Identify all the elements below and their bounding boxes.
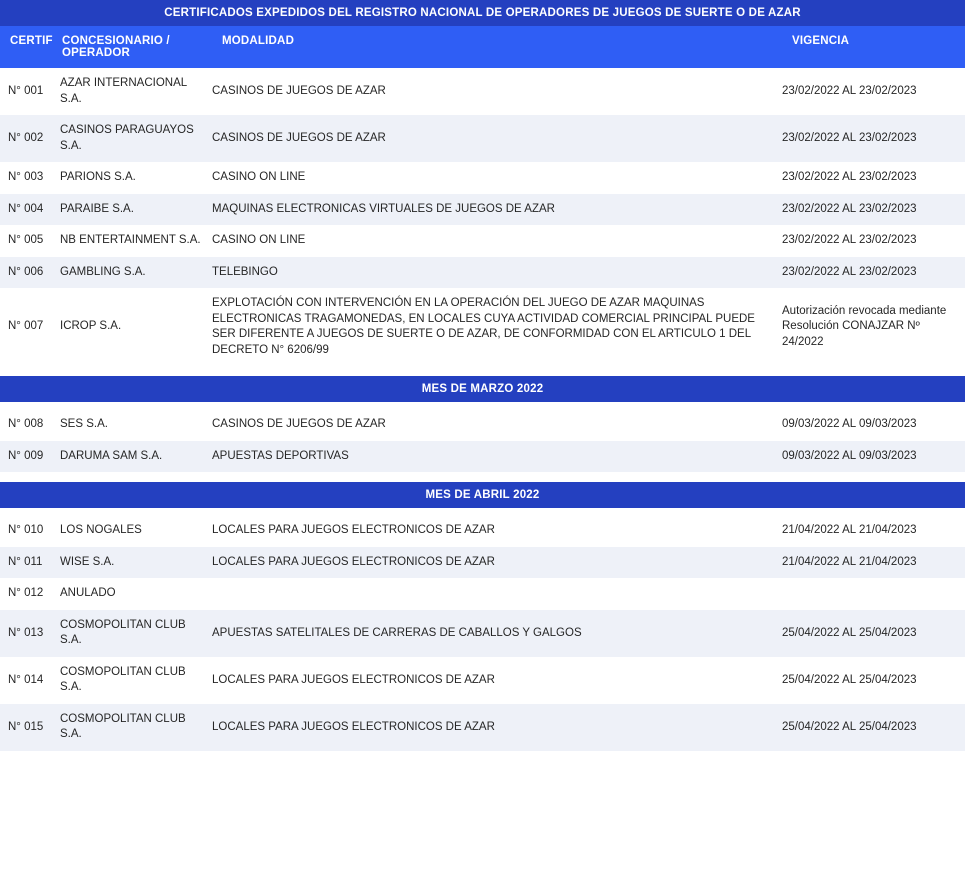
- cell-certif: N° 015: [0, 704, 52, 751]
- table-row: [0, 162, 965, 194]
- cell-modalidad: CASINOS DE JUEGOS DE AZAR: [212, 115, 782, 162]
- cell-concesionario: COSMOPOLITAN CLUB S.A.: [52, 657, 212, 704]
- table-row: [0, 578, 965, 610]
- cell-modalidad: LOCALES PARA JUEGOS ELECTRONICOS DE AZAR: [212, 704, 782, 751]
- cell-concesionario: CASINOS PARAGUAYOS S.A.: [52, 115, 212, 162]
- table-row: [0, 704, 965, 751]
- cell-concesionario: PARAIBE S.A.: [52, 194, 212, 226]
- cell-modalidad: CASINOS DE JUEGOS DE AZAR: [212, 409, 782, 441]
- cell-certif: N° 009: [0, 441, 52, 473]
- cell-vigencia: 23/02/2022 AL 23/02/2023: [782, 225, 965, 257]
- cell-vigencia: 23/02/2022 AL 23/02/2023: [782, 194, 965, 226]
- table-row: [0, 657, 965, 704]
- cell-concesionario: AZAR INTERNACIONAL S.A.: [52, 68, 212, 115]
- cell-certif: N° 004: [0, 194, 52, 226]
- cell-certif: N° 003: [0, 162, 52, 194]
- cell-vigencia: Autorización revocada mediante Resolución CONAJZAR Nº 24/2022: [782, 288, 965, 366]
- cell-certif: N° 002: [0, 115, 52, 162]
- table-row: [0, 257, 965, 289]
- cell-modalidad: TELEBINGO: [212, 257, 782, 289]
- cell-concesionario: COSMOPOLITAN CLUB S.A.: [52, 610, 212, 657]
- cell-modalidad: [212, 578, 782, 610]
- table-row: [0, 288, 965, 366]
- cell-modalidad: APUESTAS DEPORTIVAS: [212, 441, 782, 473]
- cell-vigencia: 25/04/2022 AL 25/04/2023: [782, 610, 965, 657]
- cell-vigencia: 23/02/2022 AL 23/02/2023: [782, 115, 965, 162]
- cell-concesionario: WISE S.A.: [52, 547, 212, 579]
- cell-concesionario: SES S.A.: [52, 409, 212, 441]
- cell-modalidad: CASINO ON LINE: [212, 225, 782, 257]
- cell-concesionario: GAMBLING S.A.: [52, 257, 212, 289]
- cell-certif: N° 005: [0, 225, 52, 257]
- cell-vigencia: 09/03/2022 AL 09/03/2023: [782, 441, 965, 473]
- cell-certif: N° 001: [0, 68, 52, 115]
- cell-certif: N° 010: [0, 515, 52, 547]
- section-label: MES DE MARZO 2022: [0, 376, 965, 402]
- cell-certif: N° 012: [0, 578, 52, 610]
- cell-vigencia: 23/02/2022 AL 23/02/2023: [782, 257, 965, 289]
- table-header-row: [0, 26, 965, 68]
- column-header-concesionario: CONCESIONARIO / OPERADOR: [52, 26, 212, 68]
- cell-vigencia: 25/04/2022 AL 25/04/2023: [782, 657, 965, 704]
- section-label: MES DE ABRIL 2022: [0, 482, 965, 508]
- table-row: [0, 409, 965, 441]
- cell-vigencia: 21/04/2022 AL 21/04/2023: [782, 515, 965, 547]
- section-header-abril: [0, 482, 965, 508]
- cell-modalidad: LOCALES PARA JUEGOS ELECTRONICOS DE AZAR: [212, 515, 782, 547]
- column-header-modalidad: MODALIDAD: [212, 26, 782, 68]
- cell-certif: N° 011: [0, 547, 52, 579]
- cell-modalidad: CASINO ON LINE: [212, 162, 782, 194]
- table-title-row: [0, 0, 965, 26]
- cell-concesionario: LOS NOGALES: [52, 515, 212, 547]
- table-row: [0, 547, 965, 579]
- cell-concesionario: COSMOPOLITAN CLUB S.A.: [52, 704, 212, 751]
- cell-vigencia: [782, 578, 965, 610]
- cell-modalidad: MAQUINAS ELECTRONICAS VIRTUALES DE JUEGOS DE AZAR: [212, 194, 782, 226]
- cell-vigencia: 23/02/2022 AL 23/02/2023: [782, 68, 965, 115]
- cell-certif: N° 014: [0, 657, 52, 704]
- table-row: [0, 68, 965, 115]
- table-row: [0, 115, 965, 162]
- row-spacer: [0, 508, 965, 515]
- cell-vigencia: 23/02/2022 AL 23/02/2023: [782, 162, 965, 194]
- cell-concesionario: PARIONS S.A.: [52, 162, 212, 194]
- cell-modalidad: APUESTAS SATELITALES DE CARRERAS DE CABALLOS Y GALGOS: [212, 610, 782, 657]
- cell-concesionario: ANULADO: [52, 578, 212, 610]
- table-row: [0, 441, 965, 473]
- table-title: CERTIFICADOS EXPEDIDOS DEL REGISTRO NACIONAL DE OPERADORES DE JUEGOS DE SUERTE O DE AZAR: [0, 0, 965, 26]
- section-header-marzo: [0, 376, 965, 402]
- row-spacer: [0, 472, 965, 482]
- table-row: [0, 610, 965, 657]
- cell-concesionario: ICROP S.A.: [52, 288, 212, 366]
- cell-modalidad: LOCALES PARA JUEGOS ELECTRONICOS DE AZAR: [212, 657, 782, 704]
- row-spacer: [0, 366, 965, 376]
- cell-certif: N° 008: [0, 409, 52, 441]
- cell-concesionario: NB ENTERTAINMENT S.A.: [52, 225, 212, 257]
- cell-modalidad: EXPLOTACIÓN CON INTERVENCIÓN EN LA OPERACIÓN DEL JUEGO DE AZAR MAQUINAS ELECTRONICAS TRAGAMONEDAS, EN LOCALES CUYA ACTIVIDAD COMERCIAL PRINCIPAL PUEDE SER DIFERENTE A JUEGOS DE SUERTE O DE AZAR, DE CONFORMIDAD CON EL ARTICULO 1 DEL DECRETO N° 6206/99: [212, 288, 782, 366]
- table-row: [0, 515, 965, 547]
- column-header-vigencia: VIGENCIA: [782, 26, 965, 68]
- cell-certif: N° 006: [0, 257, 52, 289]
- cell-vigencia: 21/04/2022 AL 21/04/2023: [782, 547, 965, 579]
- row-spacer: [0, 402, 965, 409]
- cell-modalidad: LOCALES PARA JUEGOS ELECTRONICOS DE AZAR: [212, 547, 782, 579]
- table-row: [0, 194, 965, 226]
- cell-vigencia: 25/04/2022 AL 25/04/2023: [782, 704, 965, 751]
- column-header-certif: CERTIF: [0, 26, 52, 68]
- cell-modalidad: CASINOS DE JUEGOS DE AZAR: [212, 68, 782, 115]
- cell-certif: N° 013: [0, 610, 52, 657]
- table-row: [0, 225, 965, 257]
- cell-certif: N° 007: [0, 288, 52, 366]
- cell-concesionario: DARUMA SAM S.A.: [52, 441, 212, 473]
- cell-vigencia: 09/03/2022 AL 09/03/2023: [782, 409, 965, 441]
